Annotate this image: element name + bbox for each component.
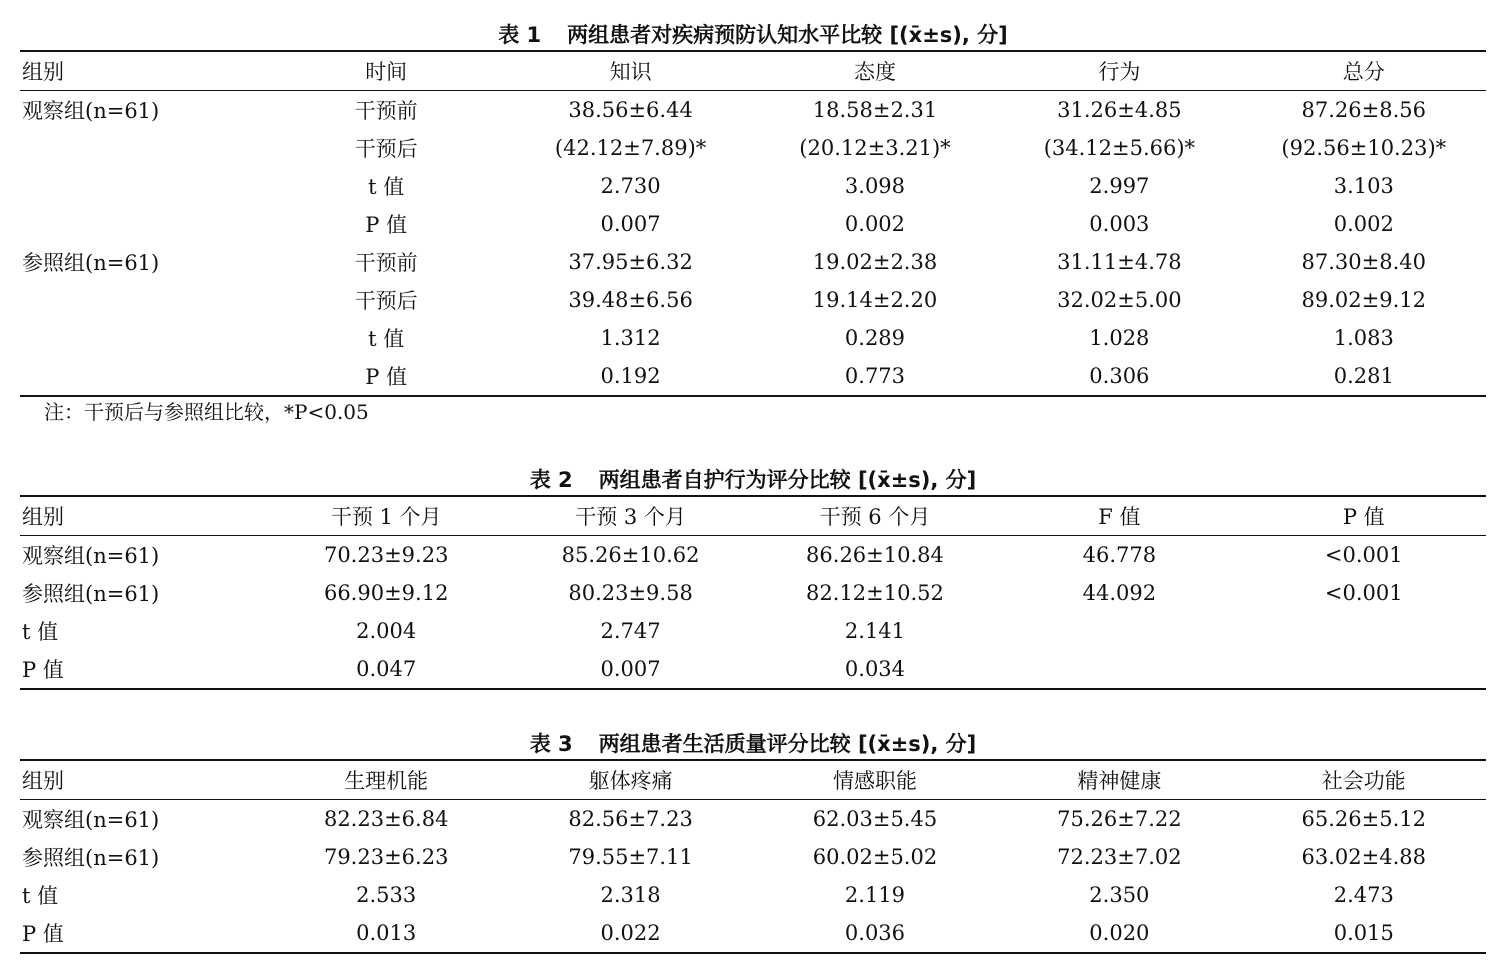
table2-cell: P 值 — [22, 658, 64, 682]
table1 — [20, 50, 1486, 397]
table3-cell: 参照组(n=61) — [22, 846, 160, 870]
table1-header-cell: 态度 — [753, 51, 997, 91]
table3-cell: 72.23±7.02 — [1057, 845, 1182, 869]
table1-cell: t 值 — [368, 327, 405, 351]
table3-cell: 0.013 — [356, 921, 417, 945]
table2-title: 两组患者自护行为评分比较 [(x̄±s), 分] — [598, 468, 977, 492]
table1-cell: 3.103 — [1333, 174, 1394, 198]
table1-header-cell: 知识 — [508, 51, 752, 91]
table2-header-row — [20, 496, 1486, 536]
table3-header-row — [20, 760, 1486, 800]
table3-cell: t 值 — [22, 884, 59, 908]
table2-cell — [997, 650, 1241, 689]
table2-cell: 2.004 — [356, 619, 417, 643]
table2-caption — [20, 465, 1486, 495]
table2-cell: 86.26±10.84 — [806, 543, 944, 567]
table3-row — [20, 838, 1486, 876]
table3-header-cell: 躯体疼痛 — [508, 760, 752, 800]
table2-cell: 观察组(n=61) — [22, 544, 160, 568]
table3-row — [20, 914, 1486, 953]
table1-cell: P 值 — [365, 213, 408, 237]
table2-cell — [1242, 650, 1486, 689]
table2-cell: 44.092 — [1082, 581, 1157, 605]
table2-cell: <0.001 — [1324, 543, 1403, 567]
table2-cell: 85.26±10.62 — [561, 543, 700, 567]
table3-cell: 79.55±7.11 — [568, 845, 693, 869]
table1-cell — [20, 319, 264, 357]
table1-cell: 干预前 — [354, 251, 418, 275]
table1-caption — [20, 20, 1486, 50]
table3-cell: 2.318 — [600, 883, 661, 907]
table1-row — [20, 129, 1486, 167]
table1-row — [20, 243, 1486, 281]
table1-cell: 89.02±9.12 — [1301, 288, 1427, 312]
table3-cell: 2.350 — [1089, 883, 1150, 907]
table2-cell: t 值 — [22, 620, 59, 644]
table1-cell: 2.730 — [600, 174, 661, 198]
table1-row — [20, 319, 1486, 357]
table2-cell: 82.12±10.52 — [806, 581, 944, 605]
table2-cell: 0.007 — [600, 657, 661, 681]
table1-cell: 观察组(n=61) — [22, 99, 160, 123]
table1-cell: 干预后 — [354, 289, 418, 313]
table1-cell: 0.289 — [844, 326, 906, 350]
table1-row — [20, 205, 1486, 243]
table1-cell: (34.12±5.66)* — [1043, 136, 1196, 160]
table3-cell: 62.03±5.45 — [812, 807, 938, 831]
table1-cell: P 值 — [365, 365, 408, 389]
table1-cell: 参照组(n=61) — [22, 251, 160, 275]
table1-label: 表 1 — [498, 23, 542, 47]
table1-cell: 39.48±6.56 — [568, 288, 693, 312]
table3 — [20, 759, 1486, 954]
table1-cell: 干预后 — [354, 137, 418, 161]
table1-title: 两组患者对疾病预防认知水平比较 [(x̄±s), 分] — [567, 23, 1008, 47]
table3-cell: 75.26±7.22 — [1057, 807, 1182, 831]
table2-row — [20, 612, 1486, 650]
table2-cell: 66.90±9.12 — [323, 581, 449, 605]
table3-cell: 观察组(n=61) — [22, 808, 160, 832]
table3-caption — [20, 729, 1486, 759]
table1-cell — [20, 129, 264, 167]
table3-cell: 79.23±6.23 — [323, 845, 449, 869]
table2-header-cell: P 值 — [1242, 496, 1486, 536]
table1-row — [20, 91, 1486, 130]
table1-cell: t 值 — [368, 175, 405, 199]
table1-cell: 2.997 — [1089, 174, 1150, 198]
table1-cell: 0.306 — [1089, 364, 1150, 388]
table1-header-cell: 行为 — [997, 51, 1241, 91]
table2-header-cell: F 值 — [997, 496, 1241, 536]
table3-label: 表 3 — [529, 732, 573, 756]
table2-block — [20, 465, 1486, 690]
table2-cell: 80.23±9.58 — [568, 581, 693, 605]
table1-note: 注：干预后与参照组比较，*P<0.05 — [44, 400, 369, 424]
table1-row — [20, 357, 1486, 396]
table2-cell: 0.047 — [356, 657, 417, 681]
table3-cell: 2.473 — [1333, 883, 1394, 907]
table2-header-cell: 干预 3 个月 — [508, 496, 752, 536]
table1-header-cell: 时间 — [264, 51, 508, 91]
table1-cell: 干预前 — [354, 99, 418, 123]
table1-cell: 19.02±2.38 — [812, 250, 938, 274]
table1-cell: 0.002 — [1333, 212, 1394, 236]
table1-cell: 18.58±2.31 — [812, 98, 938, 122]
table3-cell: P 值 — [22, 922, 64, 946]
table1-cell: 3.098 — [844, 174, 906, 198]
table3-cell: 0.015 — [1333, 921, 1394, 945]
table1-row — [20, 167, 1486, 205]
table3-cell: 82.56±7.23 — [568, 807, 693, 831]
table3-header-cell: 情感职能 — [753, 760, 997, 800]
table3-row — [20, 876, 1486, 914]
table1-cell: 1.312 — [600, 326, 661, 350]
table1-cell: 32.02±5.00 — [1057, 288, 1182, 312]
table3-cell: 82.23±6.84 — [323, 807, 449, 831]
table2-row — [20, 574, 1486, 612]
table1-row — [20, 281, 1486, 319]
table1-cell: 31.11±4.78 — [1057, 250, 1182, 274]
table1-cell: 0.007 — [600, 212, 661, 236]
table1-header-row — [20, 51, 1486, 91]
table3-cell: 0.022 — [600, 921, 661, 945]
table1-cell: 87.26±8.56 — [1301, 98, 1427, 122]
table3-cell: 2.119 — [844, 883, 906, 907]
table3-header-cell: 组别 — [20, 760, 264, 800]
table2 — [20, 495, 1486, 690]
table1-cell: 0.192 — [600, 364, 661, 388]
table3-row — [20, 800, 1486, 839]
table1-cell: (42.12±7.89)* — [554, 136, 707, 160]
table3-cell: 0.020 — [1089, 921, 1150, 945]
table1-cell: 87.30±8.40 — [1301, 250, 1427, 274]
table3-header-cell: 社会功能 — [1242, 760, 1486, 800]
table3-block — [20, 729, 1486, 954]
table1-cell: 1.028 — [1089, 326, 1150, 350]
table1-cell: 37.95±6.32 — [568, 250, 693, 274]
table1-cell: (92.56±10.23)* — [1281, 136, 1447, 160]
table1-header-cell: 总分 — [1242, 51, 1486, 91]
table2-row — [20, 650, 1486, 689]
table2-row — [20, 536, 1486, 575]
table1-cell — [20, 167, 264, 205]
table3-cell: 63.02±4.88 — [1301, 845, 1427, 869]
table1-cell: 0.003 — [1089, 212, 1150, 236]
table1-cell: (20.12±3.21)* — [799, 136, 951, 160]
table1-cell: 38.56±6.44 — [568, 98, 693, 122]
table2-cell: 46.778 — [1082, 543, 1157, 567]
table2-cell: 2.141 — [844, 619, 906, 643]
table3-cell: 65.26±5.12 — [1301, 807, 1427, 831]
table1-header-cell: 组别 — [20, 51, 264, 91]
table2-cell: 参照组(n=61) — [22, 582, 160, 606]
table2-cell: 70.23±9.23 — [323, 543, 449, 567]
table3-header-cell: 精神健康 — [997, 760, 1241, 800]
table2-header-cell: 干预 6 个月 — [753, 496, 997, 536]
table2-header-cell: 干预 1 个月 — [264, 496, 508, 536]
table1-cell: 0.281 — [1333, 364, 1394, 388]
table3-header-cell: 生理机能 — [264, 760, 508, 800]
table3-cell: 2.533 — [356, 883, 417, 907]
table1-cell: 0.773 — [844, 364, 906, 388]
table2-cell: 2.747 — [600, 619, 661, 643]
table2-label: 表 2 — [529, 468, 573, 492]
table1-cell: 31.26±4.85 — [1057, 98, 1182, 122]
table1-cell — [20, 357, 264, 396]
table1-cell: 0.002 — [844, 212, 906, 236]
table1-cell: 19.14±2.20 — [812, 288, 938, 312]
table1-block — [20, 20, 1486, 427]
table3-title: 两组患者生活质量评分比较 [(x̄±s), 分] — [598, 732, 977, 756]
table2-cell: <0.001 — [1324, 581, 1403, 605]
table2-header-cell: 组别 — [20, 496, 264, 536]
table1-cell: 1.083 — [1333, 326, 1394, 350]
table3-cell: 60.02±5.02 — [812, 845, 938, 869]
table3-cell: 0.036 — [844, 921, 906, 945]
table2-cell: 0.034 — [844, 657, 906, 681]
table2-cell — [1242, 612, 1486, 650]
table1-cell — [20, 281, 264, 319]
table1-cell — [20, 205, 264, 243]
table2-cell — [997, 612, 1241, 650]
